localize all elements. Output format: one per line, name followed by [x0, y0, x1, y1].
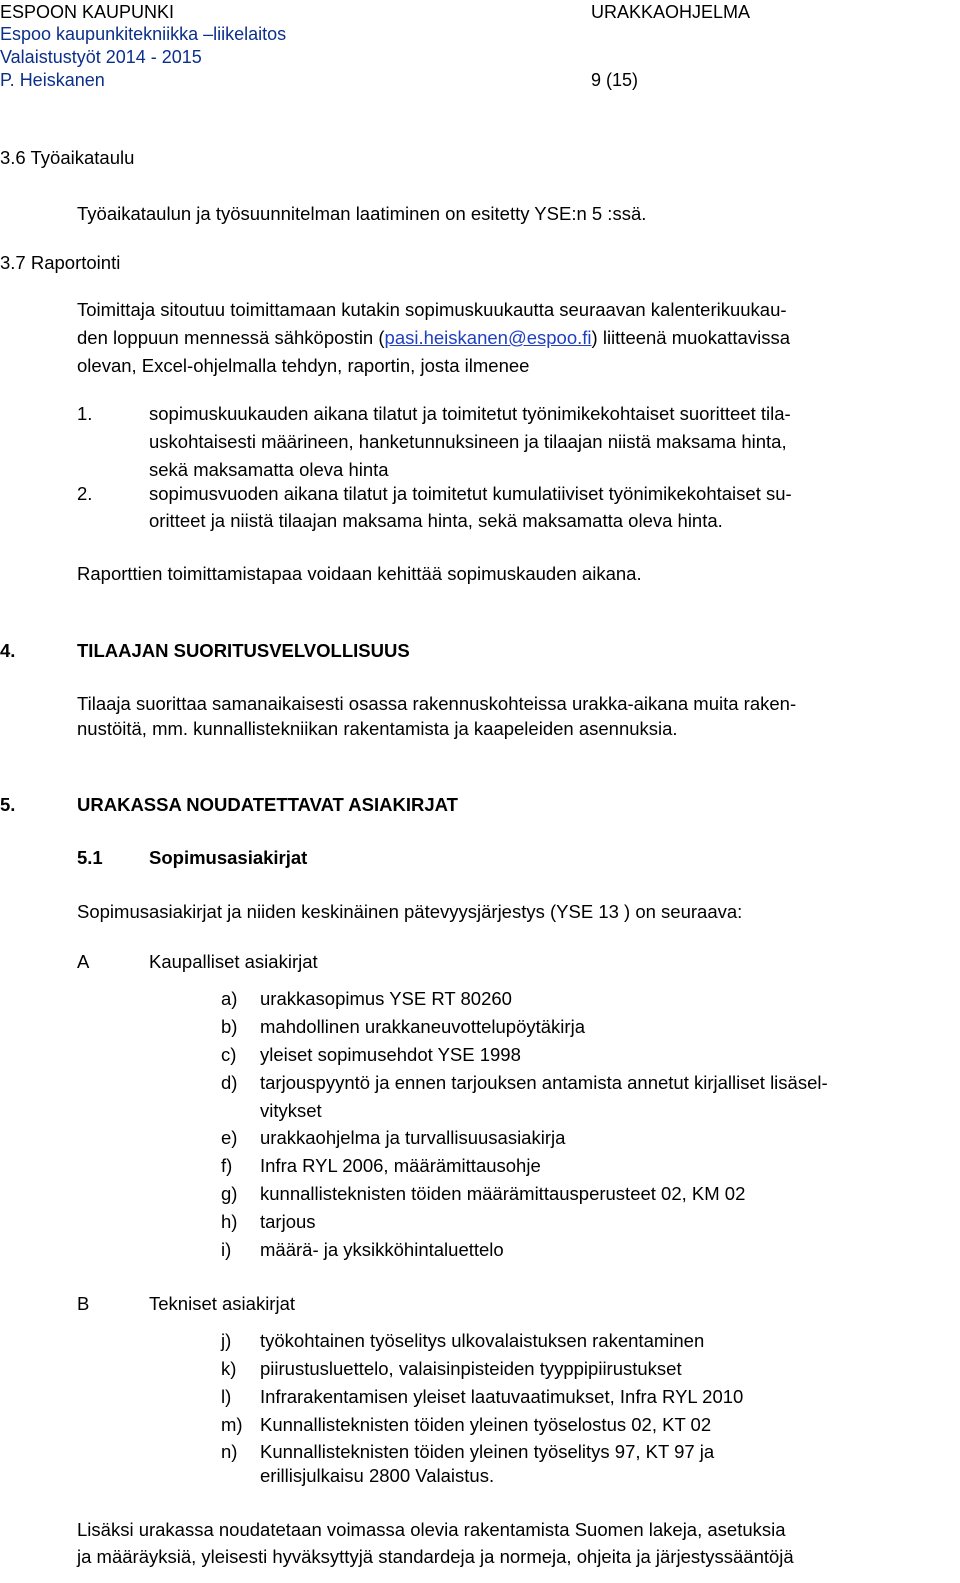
header-project: Valaistustyöt 2014 - 2015 [0, 47, 202, 67]
header-doc-type: URAKKAOHJELMA [591, 2, 751, 22]
list-key: d) [221, 1072, 238, 1093]
list-item-line: sopimusvuoden aikana tilatut ja toimitetut kumulatiiviset työnimikekohtaiset su- [149, 483, 792, 504]
header-author: P. Heiskanen [0, 70, 105, 90]
paragraph-line: Toimittaja sitoutuu toimittamaan kutakin sopimuskuukautta seuraavan kalenterikuukau- [77, 299, 787, 320]
list-item-line: yleiset sopimusehdot YSE 1998 [260, 1044, 521, 1065]
list-number: 1. [77, 403, 93, 424]
list-key: n) [221, 1441, 238, 1462]
list-key: h) [221, 1211, 238, 1232]
list-key: f) [221, 1155, 233, 1176]
list-number: 2. [77, 483, 93, 504]
list-key: i) [221, 1239, 232, 1260]
list-item-line: urakkaohjelma ja turvallisuusasiakirja [260, 1127, 566, 1148]
list-item-line: Infra RYL 2006, määrämittausohje [260, 1155, 541, 1176]
list-item-line: piirustusluettelo, valaisinpisteiden tyyppipiirustukset [260, 1358, 682, 1379]
section-5-1-title: Sopimusasiakirjat [149, 847, 308, 868]
header-unit: Espoo kaupunkitekniikka –liikelaitos [0, 24, 287, 44]
section-5-title: URAKASSA NOUDATETTAVAT ASIAKIRJAT [77, 794, 458, 815]
list-item-line: oritteet ja niistä tilaajan maksama hinta, sekä maksamatta oleva hinta. [149, 510, 723, 531]
list-key: c) [221, 1044, 237, 1065]
list-item-line: Kunnallisteknisten töiden yleinen työselitys 97, KT 97 ja [260, 1441, 715, 1462]
paragraph-line: olevan, Excel-ohjelmalla tehdyn, raportin, josta ilmenee [77, 355, 530, 376]
section-3-6-text: Työaikataulun ja työsuunnitelman laatiminen on esitetty YSE:n 5 :ssä. [77, 203, 647, 224]
list-item-line: Infrarakentamisen yleiset laatuvaatimukset, Infra RYL 2010 [260, 1386, 744, 1407]
list-item-line: erillisjulkaisu 2800 Valaistus. [260, 1465, 495, 1486]
section-4-number: 4. [0, 640, 16, 661]
paragraph-text: ) liitteenä muokattavissa [591, 327, 790, 348]
list-item-line: määrä- ja yksikköhintaluettelo [260, 1239, 504, 1260]
list-key: j) [221, 1330, 232, 1351]
paragraph-line: ja määräyksiä, yleisesti hyväksyttyjä standardeja ja normeja, ohjeita ja järjestyssääntöjä [77, 1546, 794, 1567]
list-item-line: mahdollinen urakkaneuvottelupöytäkirja [260, 1016, 585, 1037]
list-key: l) [221, 1386, 232, 1407]
header-org: ESPOON KAUPUNKI [0, 2, 175, 22]
group-a-title: Kaupalliset asiakirjat [149, 951, 318, 972]
list-item-line: tarjouspyyntö ja ennen tarjouksen antamista annetut kirjalliset lisäsel- [260, 1072, 828, 1093]
list-item-line: Kunnallisteknisten töiden yleinen työselostus 02, KT 02 [260, 1414, 712, 1435]
email-link[interactable]: pasi.heiskanen@espoo.fi [384, 327, 592, 348]
header-page-number: 9 (15) [591, 70, 639, 90]
list-key: m) [221, 1414, 243, 1435]
list-item-line: kunnallisteknisten töiden määrämittausperusteet 02, KM 02 [260, 1183, 746, 1204]
list-item-line: tarjous [260, 1211, 316, 1232]
group-a-letter: A [77, 951, 90, 972]
section-3-7-title: 3.7 Raportointi [0, 252, 121, 273]
paragraph-line: Raporttien toimittamistapaa voidaan kehittää sopimuskauden aikana. [77, 563, 642, 584]
list-key: b) [221, 1016, 238, 1037]
list-item-line: työkohtainen työselitys ulkovalaistuksen rakentaminen [260, 1330, 705, 1351]
list-key: e) [221, 1127, 238, 1148]
paragraph-line: nustöitä, mm. kunnallistekniikan rakentamista ja kaapeleiden asennuksia. [77, 718, 678, 739]
list-key: g) [221, 1183, 238, 1204]
paragraph-line: Lisäksi urakassa noudatetaan voimassa olevia rakentamista Suomen lakeja, asetuksia [77, 1519, 786, 1540]
list-item-line: sopimuskuukauden aikana tilatut ja toimitetut työnimikekohtaiset suoritteet tila- [149, 403, 791, 424]
group-b-title: Tekniset asiakirjat [149, 1293, 296, 1314]
list-item-line: uskohtaisesti määrineen, hanketunnuksineen ja tilaajan niistä maksama hinta, [149, 431, 787, 452]
list-item-line: vitykset [260, 1100, 322, 1121]
list-item-line: urakkasopimus YSE RT 80260 [260, 988, 512, 1009]
section-5-1-number: 5.1 [77, 847, 103, 868]
paragraph-line: Tilaaja suorittaa samanaikaisesti osassa rakennuskohteissa urakka-aikana muita raken- [77, 693, 797, 714]
section-3-6-title: 3.6 Työaikataulu [0, 147, 135, 168]
paragraph-text: den loppuun mennessä sähköpostin ( [77, 327, 385, 348]
section-5-number: 5. [0, 794, 16, 815]
paragraph-line: Sopimusasiakirjat ja niiden keskinäinen pätevyysjärjestys (YSE 13 ) on seuraava: [77, 901, 743, 922]
list-item-line: sekä maksamatta oleva hinta [149, 459, 389, 480]
paragraph-line [77, 324, 790, 352]
group-b-letter: B [77, 1293, 90, 1314]
list-key: k) [221, 1358, 237, 1379]
section-4-title: TILAAJAN SUORITUSVELVOLLISUUS [77, 640, 410, 661]
list-key: a) [221, 988, 238, 1009]
